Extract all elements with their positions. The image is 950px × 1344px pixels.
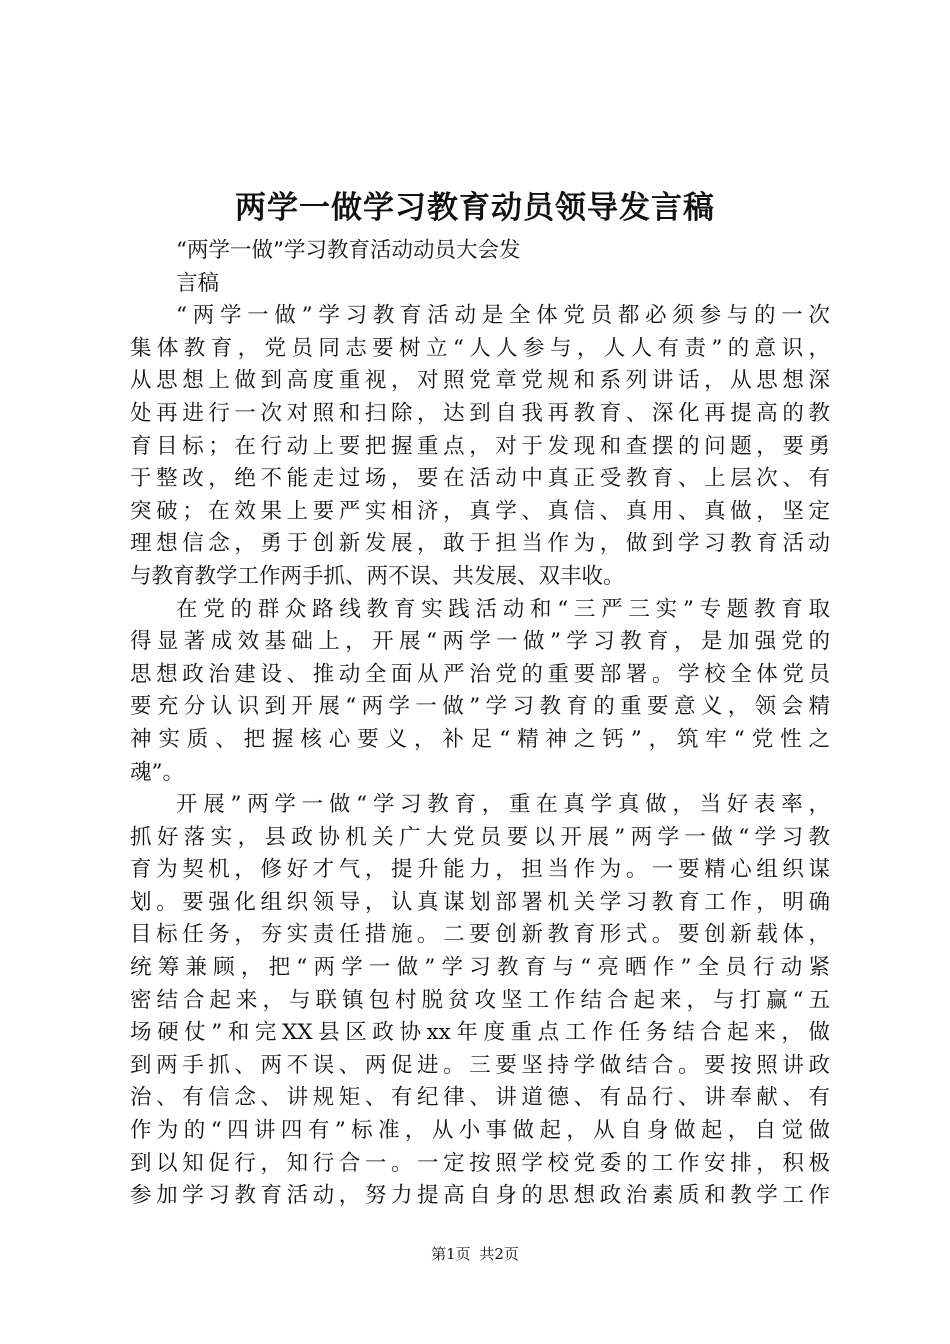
paragraph-2-line: 得显著成效基础上，开展“两学一做”学习教育，是加强党的 xyxy=(130,629,830,655)
paragraph-1-line: 处再进行一次对照和扫除，达到自我再教育、深化再提高的教 xyxy=(130,400,830,426)
paragraph-1-line: 于整改，绝不能走过场，要在活动中真正受教育、上层次、有 xyxy=(130,466,830,492)
paragraph-1-line: 从思想上做到高度重视，对照党章党规和系列讲话，从思想深 xyxy=(130,368,830,394)
paragraph-3-line: 目标任务，夯实责任措施。二要创新教育形式。要创新载体， xyxy=(130,922,830,948)
document-body xyxy=(130,235,830,1213)
paragraph-1-line: 集体教育，党员同志要树立“人人参与，人人有责”的意识， xyxy=(130,335,830,361)
paragraph-2-line: 在党的群众路线教育实践活动和“三严三实”专题教育取 xyxy=(176,596,830,622)
paragraph-1-line: 突破；在效果上要严实相济，真学、真信、真用、真做，坚定 xyxy=(130,498,830,524)
paragraph-1-line: 理想信念，勇于创新发展，敢于担当作为，做到学习教育活动 xyxy=(130,531,830,557)
paragraph-2-line: 思想政治建设、推动全面从严治党的重要部署。学校全体党员 xyxy=(130,661,830,687)
page-number: 第1页 xyxy=(431,1245,471,1263)
paragraph-2-line: 要充分认识到开展“两学一做”学习教育的重要意义，领会精 xyxy=(130,694,830,720)
paragraph-3-line: 开展”两学一做“学习教育，重在真学真做，当好表率， xyxy=(176,792,830,818)
paragraph-1-line: 与教育教学工作两手抓、两不误、共发展、双丰收。 xyxy=(130,563,625,589)
document-title: 两学一做学习教育动员领导发言稿 xyxy=(235,190,715,226)
paragraph-3-line: 密结合起来，与联镇包村脱贫攻坚工作结合起来，与打赢“五 xyxy=(130,987,830,1013)
paragraph-2-line: 神实质、把握核心要义，补足“精神之钙”，筑牢“党性之 xyxy=(130,726,830,752)
subtitle-line: “两学一做”学习教育活动动员大会发 xyxy=(176,238,521,263)
paragraph-2-line: 魂”。 xyxy=(130,759,184,785)
paragraph-3-line: 治、有信念、讲规矩、有纪律、讲道德、有品行、讲奉献、有 xyxy=(130,1085,830,1111)
paragraph-3-line: 场硬仗”和完XX县区政协xx年度重点工作任务结合起来，做 xyxy=(130,1020,830,1046)
paragraph-1-line: 育目标；在行动上要把握重点，对于发现和查摆的问题，要勇 xyxy=(130,433,830,459)
paragraph-3-line: 划。要强化组织领导，认真谋划部署机关学习教育工作，明确 xyxy=(130,889,830,915)
subtitle-line: 言稿 xyxy=(176,270,220,296)
paragraph-3-line: 作为的“四讲四有”标准，从小事做起，从自身做起，自觉做 xyxy=(130,1118,830,1144)
page-footer xyxy=(0,1244,950,1264)
paragraph-3-line: 到以知促行，知行合一。一定按照学校党委的工作安排，积极 xyxy=(130,1150,830,1176)
paragraph-3-line: 统筹兼顾，把“两学一做”学习教育与“亮晒作”全员行动紧 xyxy=(130,955,830,981)
page-total: 共2页 xyxy=(479,1245,519,1263)
paragraph-3-line: 参加学习教育活动，努力提高自身的思想政治素质和教学工作 xyxy=(130,1183,830,1209)
paragraph-3-line: 育为契机，修好才气，提升能力，担当作为。一要精心组织谋 xyxy=(130,857,830,883)
paragraph-1-line: “两学一做”学习教育活动是全体党员都必须参与的一次 xyxy=(176,303,830,329)
paragraph-3-line: 抓好落实，县政协机关广大党员要以开展”两学一做“学习教 xyxy=(130,824,830,850)
paragraph-3-line: 到两手抓、两不误、两促进。三要坚持学做结合。要按照讲政 xyxy=(130,1052,830,1078)
